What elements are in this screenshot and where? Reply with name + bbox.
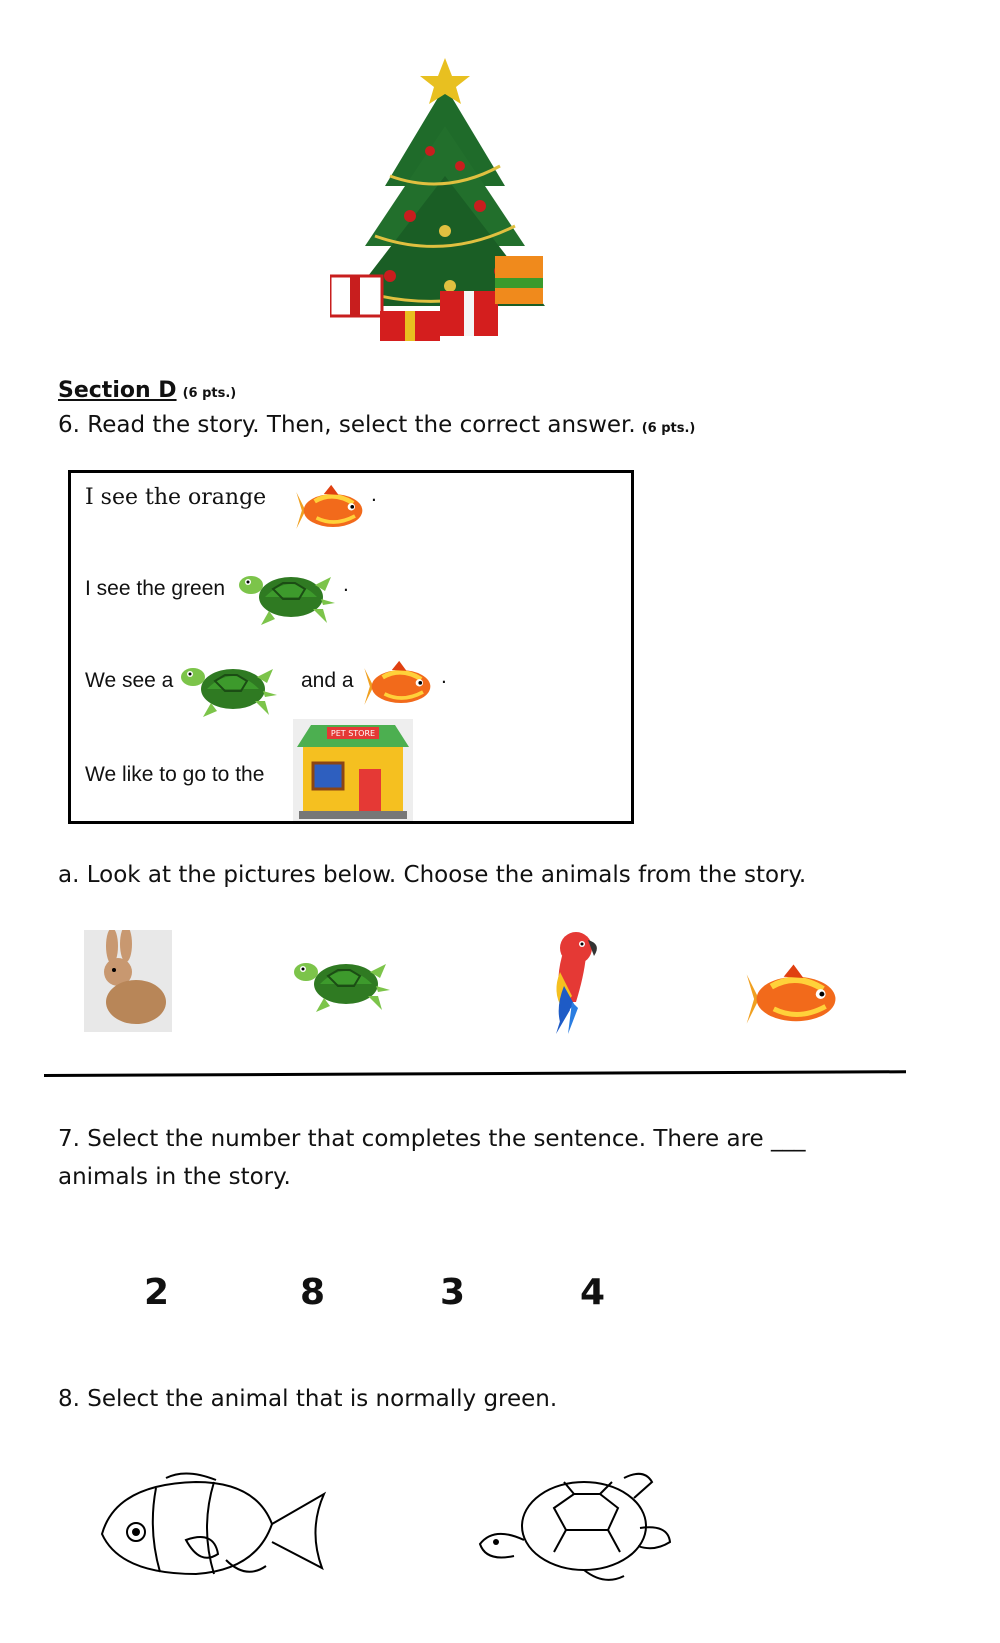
turtle-icon <box>181 655 281 721</box>
number-choice-3[interactable]: 3 <box>440 1272 466 1313</box>
story-line-1 <box>85 485 266 510</box>
question-6 <box>58 412 695 438</box>
section-title <box>58 378 236 403</box>
story-line-3 <box>85 669 173 693</box>
story-line-1-end: . <box>371 483 377 506</box>
pet-store-icon <box>293 719 413 821</box>
christmas-tree-icon <box>330 56 560 346</box>
story-line-3-text: We see a <box>85 669 174 692</box>
question-a <box>58 862 806 888</box>
section-title-text: Section D <box>58 378 177 403</box>
story-box <box>68 470 634 824</box>
fish-icon[interactable] <box>742 962 850 1036</box>
divider-line <box>44 1070 906 1077</box>
story-line-2 <box>85 577 225 601</box>
rabbit-icon[interactable] <box>84 930 172 1032</box>
turtle-icon <box>239 563 339 629</box>
fish-icon <box>361 659 441 714</box>
question-7-line-1: 7. Select the number that completes the sentence. There are ___ <box>58 1126 806 1152</box>
story-line-2-text: I see the green <box>85 577 226 600</box>
store-sign: PET STORE <box>330 729 376 738</box>
story-line-4-text: We like to go to the <box>85 763 265 786</box>
fish-icon <box>293 483 373 538</box>
number-choice-4[interactable]: 4 <box>580 1272 606 1313</box>
turtle-icon[interactable] <box>294 950 394 1016</box>
parrot-icon[interactable] <box>546 926 606 1036</box>
fish-outline-icon[interactable] <box>96 1470 330 1588</box>
story-line-4 <box>85 763 264 787</box>
question-7-line-2: animals in the story. <box>58 1164 291 1190</box>
question-6-points: (6 pts.) <box>641 421 696 436</box>
number-choice-8[interactable]: 8 <box>300 1272 326 1313</box>
story-line-1-text: I see the orange <box>85 485 267 510</box>
question-a-text: a. Look at the pictures below. Choose the animals from the story. <box>58 862 807 888</box>
story-line-3-mid: and a <box>301 669 354 692</box>
story-line-3-end: . <box>441 665 447 688</box>
section-points: (6 pts.) <box>182 386 237 401</box>
story-line-2-end: . <box>343 573 349 596</box>
number-choice-2[interactable]: 2 <box>144 1272 170 1313</box>
question-8: 8. Select the animal that is normally green. <box>58 1386 558 1412</box>
question-6-text: 6. Read the story. Then, select the correct answer. <box>58 412 636 438</box>
turtle-outline-icon[interactable] <box>474 1468 674 1586</box>
